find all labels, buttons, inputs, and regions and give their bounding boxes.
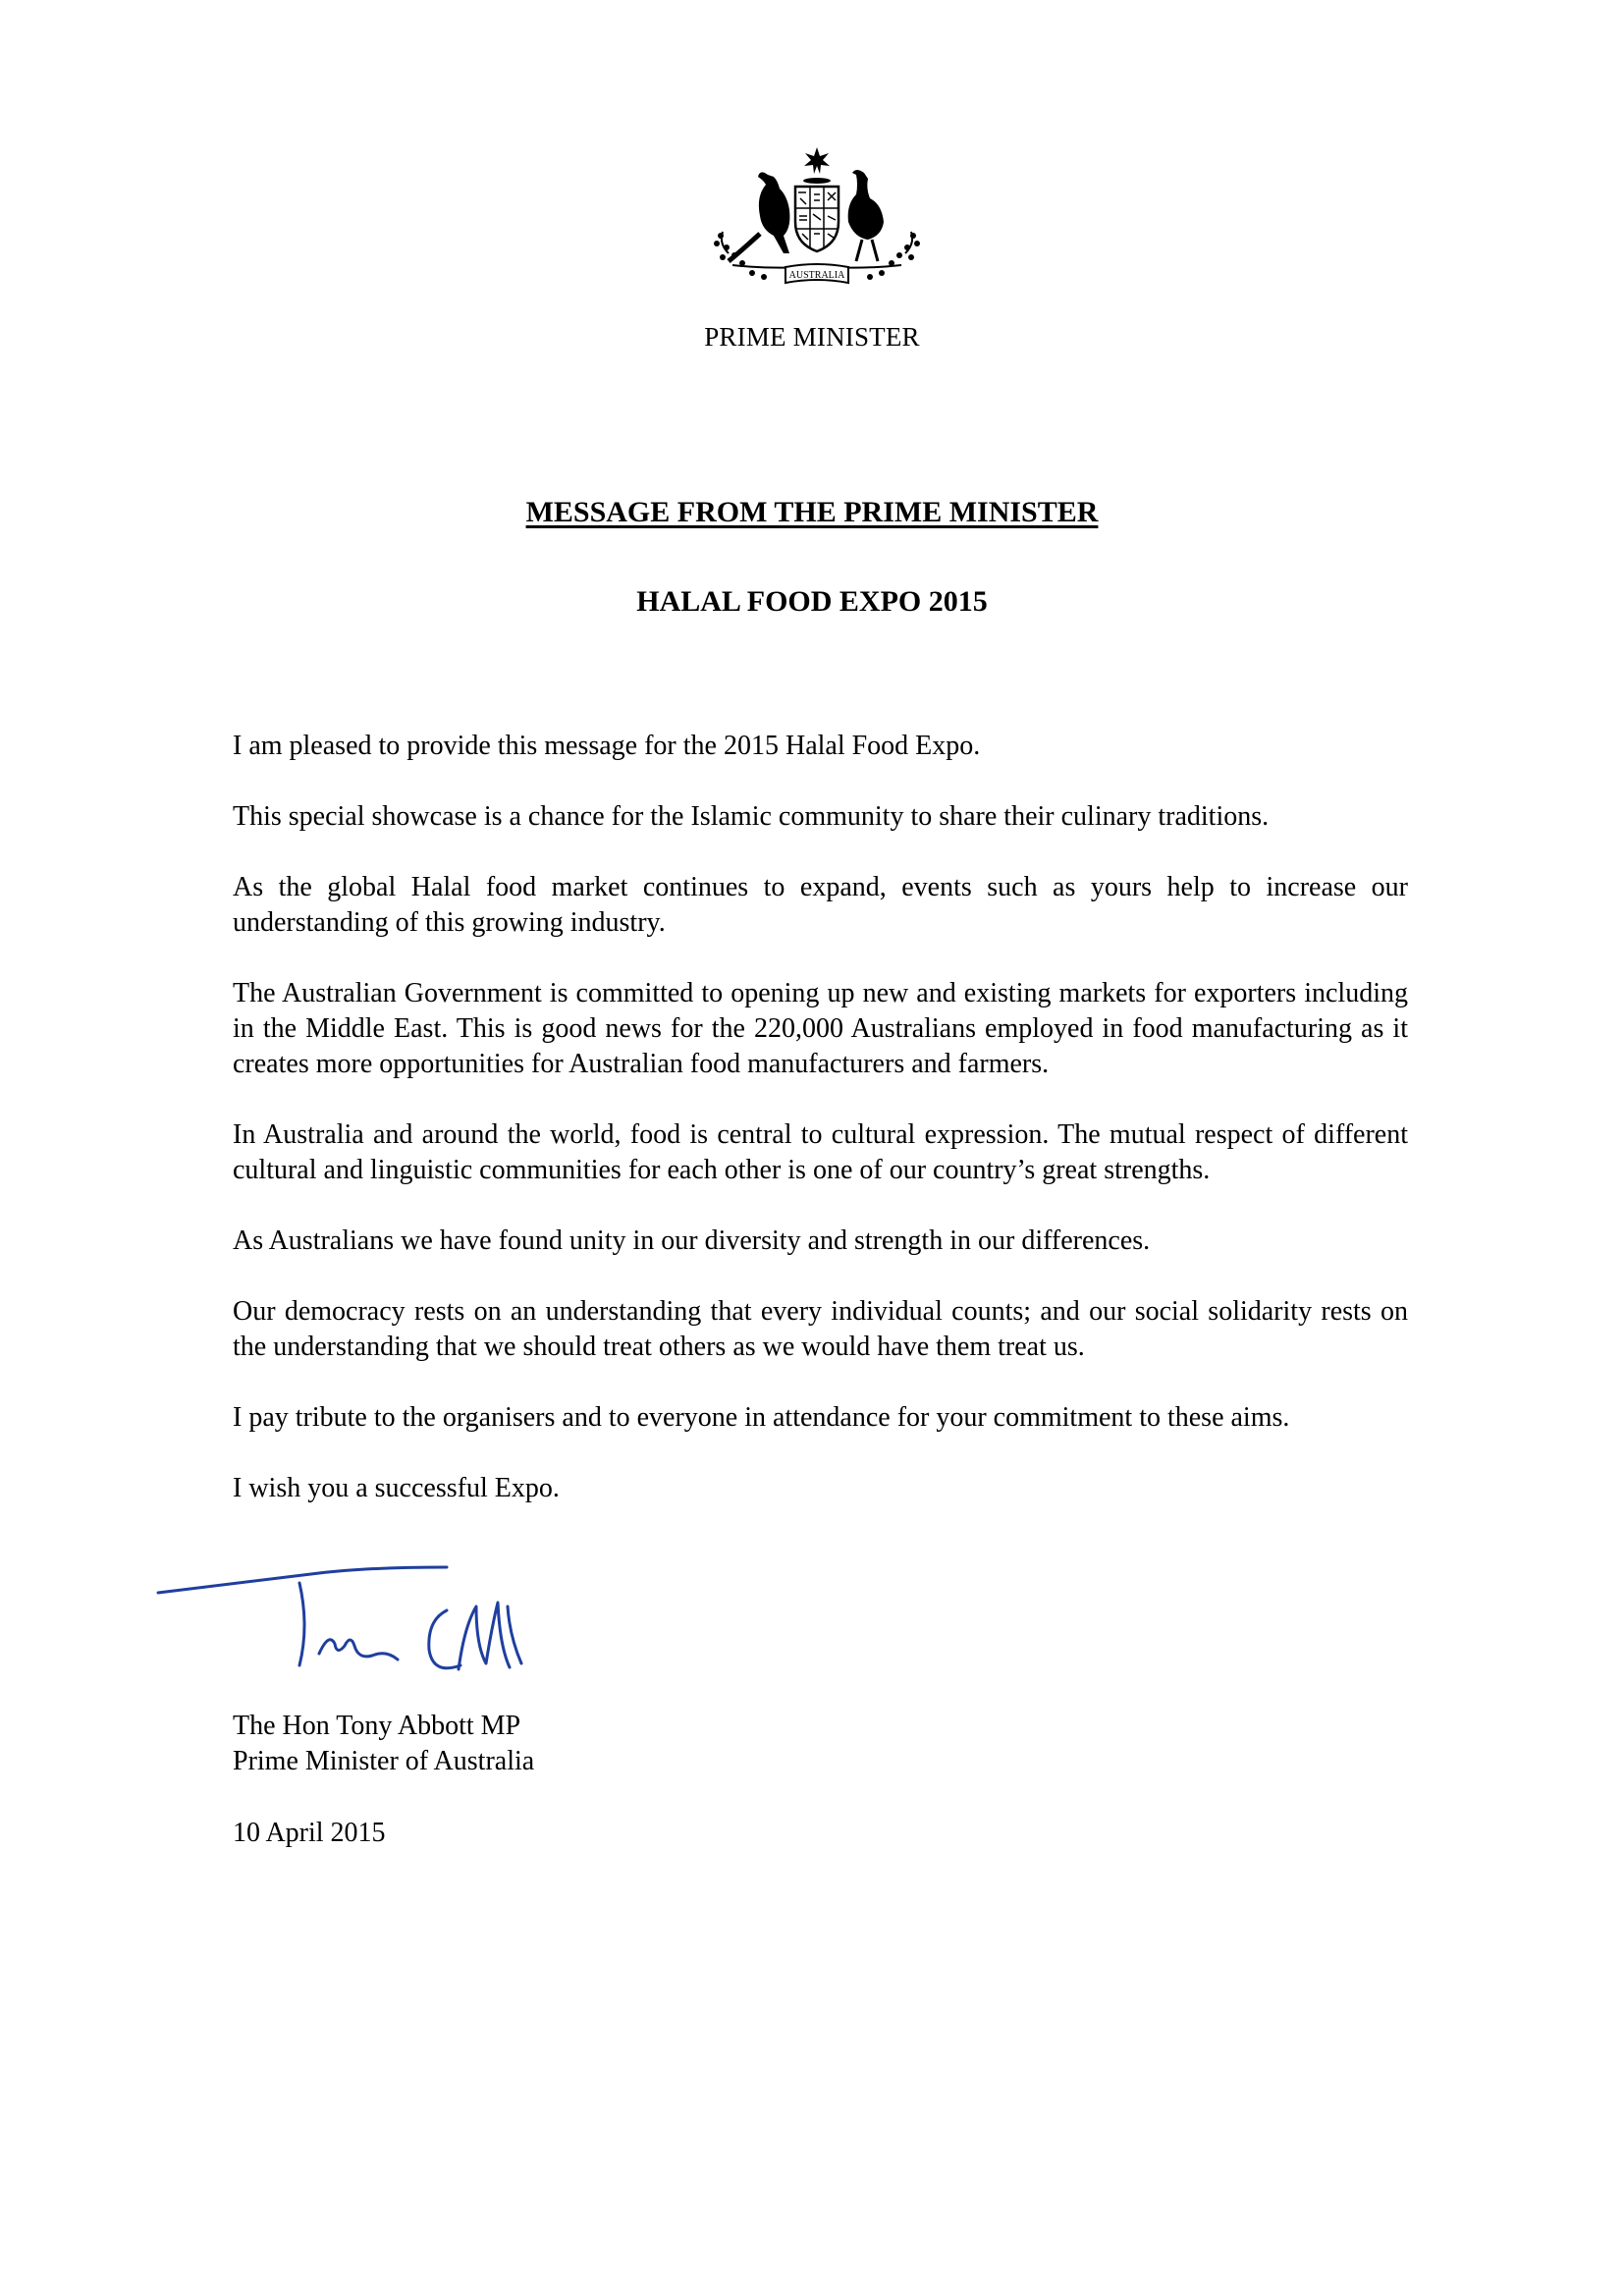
paragraph: This special showcase is a chance for the Islamic community to share their culinary traditions. (233, 801, 1270, 832)
paragraph: The Australian Government is committed to opening up new and existing markets for exporters including in the Middle East. This is good news for the 220,000 Australians employed in food manufacturing as it creates more opportunities for Australian food manufacturers and farmers. (233, 978, 1408, 1079)
paragraph: I pay tribute to the organisers and to everyone in attendance for your commitment to these aims. (233, 1402, 1290, 1433)
crest-scroll-text: AUSTRALIA (788, 270, 845, 281)
paragraph: In Australia and around the world, food is central to cultural expression. The mutual respect of different cultural and linguistic communities for each other is one of our country’s great strengths. (233, 1119, 1408, 1185)
letter-date: 10 April 2015 (233, 1818, 386, 1848)
paragraph: As Australians we have found unity in our diversity and strength in our differences. (233, 1225, 1151, 1256)
signatory-title: Prime Minister of Australia (233, 1746, 535, 1776)
signatory-name: The Hon Tony Abbott MP (233, 1711, 521, 1741)
coat-of-arms-icon (709, 145, 925, 293)
paragraph: Our democracy rests on an understanding that every individual counts; and our social solidarity rests on the understanding that we should treat others as we would have them treat us. (233, 1296, 1408, 1362)
handwritten-signature-icon (152, 1538, 574, 1700)
paragraph: I am pleased to provide this message for the 2015 Halal Food Expo. (233, 731, 981, 761)
paragraph: As the global Halal food market continues to expand, events such as yours help to increase our understanding of this growing industry. (233, 872, 1408, 938)
message-body (233, 729, 1408, 1506)
office-title: PRIME MINISTER (704, 322, 920, 352)
paragraph: I wish you a successful Expo. (233, 1473, 560, 1503)
message-heading: MESSAGE FROM THE PRIME MINISTER (525, 496, 1099, 528)
signatory (233, 1709, 534, 1779)
event-heading: HALAL FOOD EXPO 2015 (636, 585, 988, 618)
